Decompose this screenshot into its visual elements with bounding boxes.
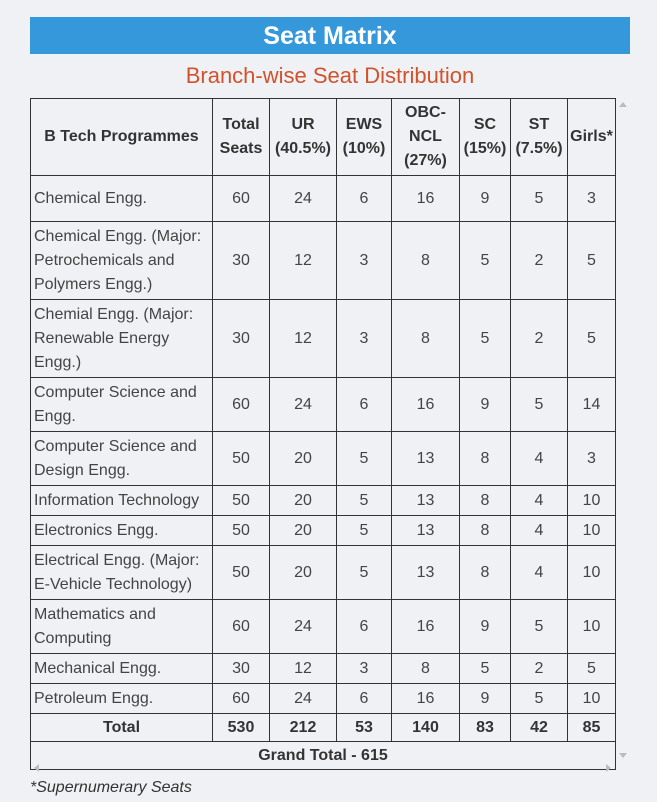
seat-count-cell: 10: [568, 516, 616, 546]
programme-cell: Computer Science and Engg.: [31, 378, 213, 432]
seat-count-cell: 5: [337, 546, 392, 600]
scroll-down-arrow-icon[interactable]: [619, 753, 627, 758]
column-header: EWS (10%): [337, 99, 392, 176]
column-header: ST (7.5%): [511, 99, 568, 176]
seat-count-cell: 6: [337, 176, 392, 222]
total-cell: 212: [270, 714, 337, 742]
table-header-row: [31, 99, 616, 176]
seat-count-cell: 6: [337, 684, 392, 714]
seat-count-cell: 24: [270, 600, 337, 654]
seat-count-cell: 8: [392, 654, 460, 684]
seat-count-cell: 20: [270, 546, 337, 600]
seat-count-cell: 50: [213, 546, 270, 600]
seat-count-cell: 9: [460, 378, 511, 432]
programme-cell: Information Technology: [31, 486, 213, 516]
seat-count-cell: 5: [511, 684, 568, 714]
table-row: [31, 432, 616, 486]
seat-count-cell: 2: [511, 222, 568, 300]
seat-count-cell: 13: [392, 516, 460, 546]
seat-count-cell: 20: [270, 516, 337, 546]
total-cell: 42: [511, 714, 568, 742]
seat-count-cell: 5: [337, 486, 392, 516]
programme-cell: Petroleum Engg.: [31, 684, 213, 714]
programme-cell: Chemical Engg.: [31, 176, 213, 222]
table-row: [31, 176, 616, 222]
table-row: [31, 684, 616, 714]
seat-count-cell: 5: [511, 378, 568, 432]
seat-count-cell: 16: [392, 378, 460, 432]
seat-count-cell: 8: [392, 222, 460, 300]
seat-count-cell: 5: [337, 516, 392, 546]
scroll-up-arrow-icon[interactable]: [619, 102, 627, 107]
programme-cell: Chemial Engg. (Major: Renewable Energy Engg.): [31, 300, 213, 378]
seat-count-cell: 30: [213, 300, 270, 378]
seat-count-cell: 8: [460, 516, 511, 546]
total-cell: Total: [31, 714, 213, 742]
seat-count-cell: 12: [270, 222, 337, 300]
seat-count-cell: 5: [568, 222, 616, 300]
seat-count-cell: 60: [213, 684, 270, 714]
seat-matrix-table-container: [30, 98, 616, 770]
horizontal-scrollbar[interactable]: [30, 763, 615, 773]
page-title: Seat Matrix: [263, 21, 397, 50]
programme-cell: Mechanical Engg.: [31, 654, 213, 684]
seat-count-cell: 10: [568, 486, 616, 516]
seat-count-cell: 4: [511, 516, 568, 546]
seat-count-cell: 3: [568, 176, 616, 222]
seat-count-cell: 8: [460, 546, 511, 600]
seat-count-cell: 16: [392, 176, 460, 222]
column-header: Total Seats: [213, 99, 270, 176]
seat-count-cell: 60: [213, 176, 270, 222]
total-row: [31, 714, 616, 742]
seat-count-cell: 10: [568, 684, 616, 714]
table-row: [31, 546, 616, 600]
seat-count-cell: 20: [270, 432, 337, 486]
seat-count-cell: 6: [337, 600, 392, 654]
programme-cell: Electrical Engg. (Major: E-Vehicle Technology): [31, 546, 213, 600]
seat-count-cell: 8: [460, 486, 511, 516]
scroll-right-arrow-icon[interactable]: [606, 764, 611, 772]
seat-count-cell: 14: [568, 378, 616, 432]
seat-count-cell: 6: [337, 378, 392, 432]
programme-cell: Computer Science and Design Engg.: [31, 432, 213, 486]
seat-count-cell: 3: [337, 222, 392, 300]
seat-count-cell: 3: [337, 300, 392, 378]
seat-count-cell: 10: [568, 546, 616, 600]
seat-count-cell: 2: [511, 300, 568, 378]
seat-count-cell: 5: [460, 654, 511, 684]
total-cell: 140: [392, 714, 460, 742]
seat-count-cell: 20: [270, 486, 337, 516]
column-header: B Tech Programmes: [31, 99, 213, 176]
seat-count-cell: 5: [460, 300, 511, 378]
seat-matrix-table: [30, 98, 616, 770]
seat-count-cell: 5: [337, 432, 392, 486]
table-row: [31, 300, 616, 378]
programme-cell: Mathematics and Computing: [31, 600, 213, 654]
page-subtitle: Branch-wise Seat Distribution: [185, 63, 475, 88]
seat-count-cell: 9: [460, 600, 511, 654]
programme-cell: Electronics Engg.: [31, 516, 213, 546]
table-row: [31, 378, 616, 432]
seat-count-cell: 24: [270, 684, 337, 714]
seat-count-cell: 5: [460, 222, 511, 300]
programme-cell: Chemical Engg. (Major: Petrochemicals and Polymers Engg.): [31, 222, 213, 300]
total-cell: 85: [568, 714, 616, 742]
table-row: [31, 600, 616, 654]
seat-count-cell: 16: [392, 600, 460, 654]
seat-count-cell: 30: [213, 654, 270, 684]
seat-count-cell: 24: [270, 176, 337, 222]
seat-count-cell: 50: [213, 432, 270, 486]
vertical-scrollbar[interactable]: [617, 98, 629, 758]
seat-count-cell: 8: [460, 432, 511, 486]
seat-count-cell: 4: [511, 432, 568, 486]
seat-count-cell: 24: [270, 378, 337, 432]
column-header: OBC-NCL (27%): [392, 99, 460, 176]
grand-total-cell: Grand Total - 615: [31, 742, 616, 770]
seat-count-cell: 60: [213, 378, 270, 432]
total-cell: 530: [213, 714, 270, 742]
table-row: [31, 486, 616, 516]
seat-count-cell: 5: [511, 600, 568, 654]
total-cell: 53: [337, 714, 392, 742]
table-row: [31, 222, 616, 300]
seat-count-cell: 13: [392, 432, 460, 486]
seat-count-cell: 12: [270, 654, 337, 684]
seat-count-cell: 50: [213, 486, 270, 516]
seat-count-cell: 5: [568, 300, 616, 378]
seat-count-cell: 5: [511, 176, 568, 222]
seat-count-cell: 13: [392, 486, 460, 516]
footnote: *Supernumerary Seats: [30, 779, 192, 796]
scroll-left-arrow-icon[interactable]: [34, 764, 39, 772]
title-banner: [30, 17, 630, 54]
seat-count-cell: 9: [460, 684, 511, 714]
column-header: SC (15%): [460, 99, 511, 176]
seat-count-cell: 50: [213, 516, 270, 546]
seat-count-cell: 3: [568, 432, 616, 486]
seat-count-cell: 10: [568, 600, 616, 654]
column-header: Girls*: [568, 99, 616, 176]
seat-count-cell: 12: [270, 300, 337, 378]
seat-count-cell: 30: [213, 222, 270, 300]
column-header: UR (40.5%): [270, 99, 337, 176]
seat-count-cell: 2: [511, 654, 568, 684]
seat-count-cell: 4: [511, 546, 568, 600]
seat-count-cell: 13: [392, 546, 460, 600]
table-row: [31, 516, 616, 546]
seat-count-cell: 5: [568, 654, 616, 684]
seat-count-cell: 60: [213, 600, 270, 654]
total-cell: 83: [460, 714, 511, 742]
seat-count-cell: 8: [392, 300, 460, 378]
seat-count-cell: 4: [511, 486, 568, 516]
table-row: [31, 654, 616, 684]
seat-count-cell: 16: [392, 684, 460, 714]
seat-count-cell: 9: [460, 176, 511, 222]
seat-count-cell: 3: [337, 654, 392, 684]
